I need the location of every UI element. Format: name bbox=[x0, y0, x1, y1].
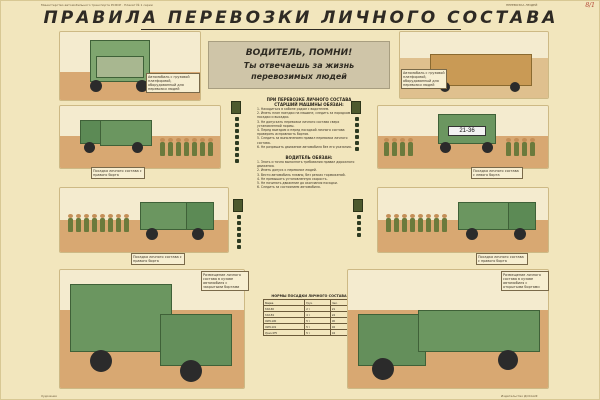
table-row bbox=[264, 330, 355, 336]
rules-heading-senior: ПРИ ПЕРЕВОЗКЕ ЛИЧНОГО СОСТАВА СТАРШИЙ МАШИНЫ ОБЯЗАН: bbox=[266, 97, 352, 107]
table-cell: 24 bbox=[330, 312, 354, 318]
poster-title: ПРАВИЛА ПЕРЕВОЗКИ ЛИЧНОГО СОСТАВА bbox=[43, 8, 559, 28]
table-cell: 34 bbox=[330, 330, 354, 336]
rules-senior-item: 2. Иметь план поездки на машине, следить за порядком посадки и высадки. bbox=[257, 111, 351, 120]
truck-license-plate: 21-36 bbox=[448, 126, 486, 136]
rules-driver-item: 6. Следить за состоянием автомобиля. bbox=[257, 185, 321, 190]
caption-bottom-right: Размещение личного состава в кузове автомобиля с открытыми бортами bbox=[501, 271, 549, 291]
table-cell: ЗИЛ-130 bbox=[264, 318, 305, 324]
table-cell: 5 т bbox=[305, 324, 331, 330]
caption-low-right: Посадка личного состава с правого борта bbox=[476, 253, 528, 265]
title-underline bbox=[141, 29, 461, 30]
panel-boarding-right-1 bbox=[377, 105, 549, 169]
rules-driver-item: 2. Иметь допуск к перевозке людей. bbox=[257, 168, 317, 173]
rules-senior-item: 3. Не допускать перевозки личного состава сверх установленной нормы. bbox=[257, 119, 340, 128]
warning-line-3: перевозимых людей bbox=[251, 72, 347, 81]
panel-boarding-right-2 bbox=[377, 187, 549, 253]
footer-right: Издательство ДОСААФ bbox=[501, 394, 538, 398]
caption-bottom-left: Размещение личного состава в кузове автомобиля с закрытыми бортами bbox=[201, 271, 249, 291]
panel-boarding-left-2 bbox=[59, 187, 229, 253]
norms-header-cell: Марка bbox=[264, 300, 305, 306]
table-cell: 2 т bbox=[305, 306, 331, 312]
handwritten-number: 8/1 bbox=[585, 2, 595, 9]
table-cell: 5 т bbox=[305, 318, 331, 324]
rules-driver-item: 1. Знать и точно выполнять требования правил дорожного движения. bbox=[257, 160, 355, 169]
footer-left: Художник bbox=[41, 394, 58, 398]
rules-senior-item: 5. Следить за выполнением правил перевозки личного состава. bbox=[257, 136, 348, 145]
table-cell: Урал-375 bbox=[264, 330, 305, 336]
rules-senior-item: 6. Не разрешать движение автомобиля без его указания. bbox=[257, 144, 352, 149]
warning-line-1: ВОДИТЕЛЬ, ПОМНИ! bbox=[245, 48, 353, 58]
table-cell: 32 bbox=[330, 324, 354, 330]
caption-top-right: Автомобиль с грузовой платформой, оборудованный для перевозки людей bbox=[401, 69, 447, 89]
header-left-note: Министерство автомобильного транспорта РСФСР · Плакат № 1 серии bbox=[41, 3, 153, 7]
table-cell: ГАЗ-66 bbox=[264, 306, 305, 312]
norms-header-cell: Чел. bbox=[330, 300, 354, 306]
rules-driver-item: 4. Не превышать установленную скорость. bbox=[257, 176, 328, 181]
table-cell: 4 т bbox=[305, 312, 331, 318]
seating-diagram-right-1 bbox=[351, 101, 363, 171]
caption-mid-left: Посадка личного состава с правого борта bbox=[91, 167, 145, 179]
caption-mid-right: Посадка личного состава с левого борта bbox=[471, 167, 523, 179]
table-cell: ЗИЛ-131 bbox=[264, 324, 305, 330]
warning-box bbox=[208, 41, 390, 89]
seating-diagram-left-2 bbox=[233, 199, 245, 259]
table-cell: 5 т bbox=[305, 330, 331, 336]
rules-driver-item: 3. Вести автомобиль плавно, без резких торможений. bbox=[257, 172, 346, 177]
panel-boarding-left-1 bbox=[59, 105, 221, 169]
norms-title: НОРМЫ ПОСАДКИ ЛИЧНОГО СОСТАВА bbox=[271, 294, 347, 298]
caption-low-left: Посадка личного состава с правого борта bbox=[131, 253, 185, 265]
warning-line-2: Ты отвечаешь за жизнь bbox=[243, 61, 355, 70]
table-cell: 21 bbox=[330, 306, 354, 312]
seating-norms-table bbox=[263, 294, 355, 336]
rules-heading-driver: ВОДИТЕЛЬ ОБЯЗАН: bbox=[285, 155, 333, 161]
rules-senior-item: 4. Перед выездом и перед посадкой личного состава проверить исправность бортов. bbox=[257, 128, 345, 137]
rules-senior-item: 1. Находиться в кабине рядом с водителем. bbox=[257, 107, 330, 111]
rules-driver-item: 5. Не начинать движение до окончания посадки. bbox=[257, 181, 338, 186]
header-right-note: ПЕРЕВОЗКА ЛЮДЕЙ bbox=[506, 3, 538, 7]
caption-top-left: Автомобиль с грузовой платформой, оборудованный для перевозки людей bbox=[146, 73, 200, 93]
table-cell: 30 bbox=[330, 318, 354, 324]
table-cell: ГАЗ-53 bbox=[264, 312, 305, 318]
norms-header-cell: Груз. bbox=[305, 300, 331, 306]
seating-diagram-left-1 bbox=[231, 101, 243, 171]
rules-text-column bbox=[257, 97, 361, 189]
seating-diagram-right-2 bbox=[353, 199, 365, 249]
